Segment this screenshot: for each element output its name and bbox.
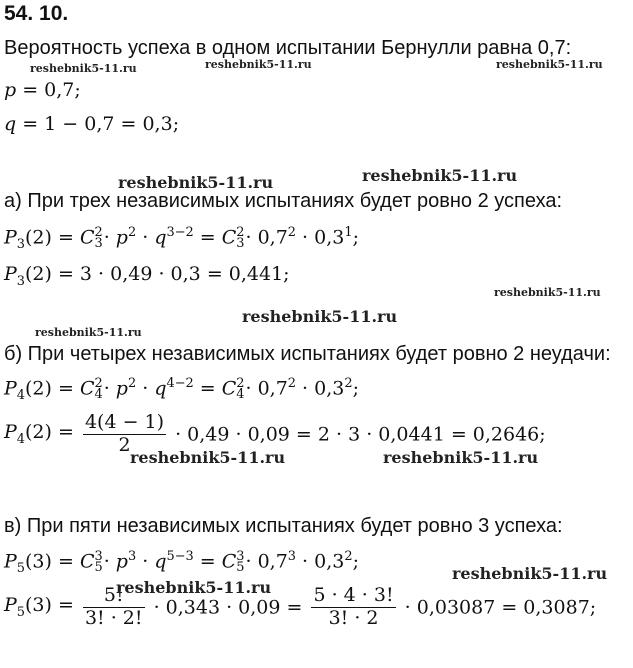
part-c-fraction-1-denominator: 3! · 2! [84,606,143,629]
watermark: reshebnik5-11.ru [35,326,142,339]
part-a-formula-line: $P_3(2) = C$ 2 3 · $p^2 \cdot q^{3-2} = C$ 2 3 · $0,7^2 \cdot 0,3^1$; [4,224,359,253]
part-c-heading: в) При пяти независимых испытаниях будет ровно 3 успеха: [4,515,563,537]
problem-number: 54. 10. [4,2,69,25]
part-c-fraction-2-denominator: 3! · 2 [328,606,379,629]
part-a-heading: а) При трех независимых испытаниях будет ровно 2 успеха: [4,190,563,212]
watermark: reshebnik5-11.ru [452,564,608,583]
watermark: reshebnik5-11.ru [383,448,539,467]
part-c-fraction-2 [311,585,395,630]
watermark: reshebnik5-11.ru [116,578,272,597]
part-b-formula-line: $P_4(2) = C$ 2 4 · $p^2 \cdot q^{4-2} = C$ 2 4 · $0,7^2 \cdot 0,3^2$; [4,375,359,404]
part-c-fraction-1-numerator: 5! [83,585,145,608]
part-c-formula-line: $P_5(3) = C$ 3 5 · $p^3 \cdot q^{5-3} = C$ 3 5 · $0,7^3 \cdot 0,3^2$; [4,548,359,577]
part-b-fraction-denominator: 2 [118,433,131,456]
part-a-result-line: $P_3(2) = 3 \cdot 0,49 \cdot 0,3 = 0,441$; [4,263,290,289]
part-b-result-line: $P_4(2)$ = $\frac{4(4 - 1)}{2}$ · 0,49 · 0,09 = 2 · 3 · 0,0441 = 0,2646; [4,411,546,456]
watermark: reshebnik5-11.ru [130,448,286,467]
watermark: reshebnik5-11.ru [362,166,518,185]
intro-statement: Вероятность успеха в одном испытании Бернулли равна 0,7: [4,37,572,59]
watermark: reshebnik5-11.ru [118,173,274,192]
part-c-result-line: $P_5(3)$ = $\frac{5!}{3! \cdot 2!}$ · 0,343 · 0,09 = $\frac{5 \cdot 4 \cdot 3!}{3! \cdot 2}$ · 0,03087 = 0,3087; [4,584,597,629]
watermark: reshebnik5-11.ru [30,62,137,75]
part-c-fraction-2-numerator: 5 · 4 · 3! [313,584,394,606]
part-b-fraction-numerator: 4(4 − 1) [84,411,165,433]
q-value-line: q = 1 − 0,7 = 0,3; [4,113,180,135]
watermark: reshebnik5-11.ru [496,58,603,71]
watermark: reshebnik5-11.ru [242,307,398,326]
part-b-result-tail: · 0,49 · 0,09 = 2 · 3 · 0,0441 = 0,2646; [175,423,546,446]
p-value-line: p = 0,7; [4,79,81,101]
watermark: reshebnik5-11.ru [494,286,601,299]
watermark: reshebnik5-11.ru [205,58,312,71]
part-b-heading: б) При четырех независимых испытаниях будет ровно 2 неудачи: [4,343,611,365]
part-c-mid: · 0,343 · 0,09 = [153,596,303,619]
part-c-tail: · 0,03087 = 0,3087; [404,596,597,619]
